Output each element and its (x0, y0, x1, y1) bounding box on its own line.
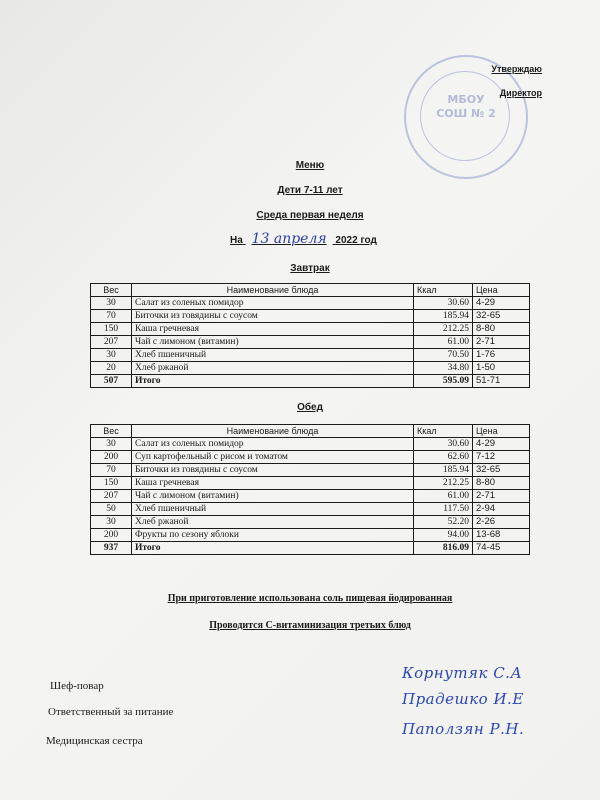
cell-price: 4-29 (473, 438, 530, 451)
table-row (91, 362, 530, 375)
header-price: Цена (473, 284, 530, 297)
table-row (91, 336, 530, 349)
chef-signature: Корнутяк С.А (402, 664, 523, 682)
header-price: Цена (473, 425, 530, 438)
vitamin-note: Проводится С-витаминизация третьих блюд (209, 620, 411, 631)
date-handwritten: 13 апреля (251, 231, 327, 247)
date-prefix: На (230, 235, 243, 246)
cell-price: 2-26 (473, 516, 530, 529)
table-row (91, 451, 530, 464)
cell-ves: 150 (91, 323, 132, 336)
cell-kcal: 212.25 (414, 323, 473, 336)
stamp-text: МБОУ СОШ № 2 (436, 93, 496, 120)
cell-price: 8-80 (473, 477, 530, 490)
cell-ves: 200 (91, 529, 132, 542)
day-of-week: Среда первая неделя (256, 210, 364, 221)
cell-price: 2-71 (473, 490, 530, 503)
cell-price: 1-76 (473, 349, 530, 362)
cell-name: Каша гречневая (132, 477, 414, 490)
cell-name: Хлеб ржаной (132, 516, 414, 529)
cell-kcal: 185.94 (414, 464, 473, 477)
header-name: Наименование блюда (132, 425, 414, 438)
cell-name: Чай с лимоном (витамин) (132, 336, 414, 349)
cell-kcal: 61.00 (414, 490, 473, 503)
cell-price: 32-65 (473, 464, 530, 477)
nurse-signature: Паползян Р.Н. (402, 720, 525, 738)
menu-title: Меню (295, 160, 325, 171)
header-kcal: Ккал (414, 425, 473, 438)
cell-name: Хлеб пшеничный (132, 349, 414, 362)
table-row (91, 529, 530, 542)
total-label: Итого (132, 542, 414, 555)
cell-price: 8-80 (473, 323, 530, 336)
table-header-row (91, 284, 530, 297)
cell-kcal: 30.60 (414, 438, 473, 451)
cell-ves: 50 (91, 503, 132, 516)
cell-name: Хлеб ржаной (132, 362, 414, 375)
chef-label: Шеф-повар (50, 680, 104, 692)
table-row (91, 323, 530, 336)
lunch-title: Обед (297, 402, 323, 413)
table-row (91, 464, 530, 477)
cell-ves: 30 (91, 349, 132, 362)
cell-price: 1-50 (473, 362, 530, 375)
total-price: 51-71 (473, 375, 530, 388)
cell-ves: 30 (91, 516, 132, 529)
cell-price: 32-65 (473, 310, 530, 323)
cell-name: Биточки из говядины с соусом (132, 464, 414, 477)
cell-name: Чай с лимоном (витамин) (132, 490, 414, 503)
breakfast-title: Завтрак (290, 263, 330, 274)
cell-price: 2-94 (473, 503, 530, 516)
cell-kcal: 61.00 (414, 336, 473, 349)
total-kcal: 816.09 (414, 542, 473, 555)
cell-ves: 70 (91, 310, 132, 323)
cell-price: 13-68 (473, 529, 530, 542)
cell-kcal: 185.94 (414, 310, 473, 323)
cell-ves: 150 (91, 477, 132, 490)
cell-name: Хлеб пшеничный (132, 503, 414, 516)
table-header-row (91, 425, 530, 438)
total-ves: 507 (91, 375, 132, 388)
cell-kcal: 34.80 (414, 362, 473, 375)
cell-ves: 207 (91, 490, 132, 503)
cell-name: Салат из соленых помидор (132, 438, 414, 451)
table-row (91, 438, 530, 451)
total-row (91, 542, 530, 555)
table-row (91, 516, 530, 529)
cell-name: Салат из соленых помидор (132, 297, 414, 310)
cell-ves: 20 (91, 362, 132, 375)
total-ves: 937 (91, 542, 132, 555)
cell-price: 4-29 (473, 297, 530, 310)
cell-price: 7-12 (473, 451, 530, 464)
responsible-label: Ответственный за питание (48, 706, 174, 718)
cell-kcal: 117.50 (414, 503, 473, 516)
cell-name: Фрукты по сезону яблоки (132, 529, 414, 542)
salt-note: При приготовление использована соль пищевая йодированная (167, 593, 453, 604)
cell-kcal: 30.60 (414, 297, 473, 310)
breakfast-table (90, 283, 530, 388)
table-row (91, 310, 530, 323)
table-row (91, 490, 530, 503)
cell-kcal: 94.00 (414, 529, 473, 542)
cell-name: Каша гречневая (132, 323, 414, 336)
nurse-label: Медицинская сестра (46, 735, 143, 747)
cell-ves: 200 (91, 451, 132, 464)
table-row (91, 477, 530, 490)
total-kcal: 595.09 (414, 375, 473, 388)
director-label: Директор (499, 88, 542, 98)
cell-ves: 30 (91, 438, 132, 451)
cell-price: 2-71 (473, 336, 530, 349)
header-ves: Вес (91, 425, 132, 438)
table-row (91, 297, 530, 310)
table-row (91, 349, 530, 362)
cell-ves: 207 (91, 336, 132, 349)
cell-kcal: 212.25 (414, 477, 473, 490)
responsible-signature: Прадешко И.Е (402, 690, 524, 708)
lunch-table (90, 424, 530, 555)
cell-kcal: 62.60 (414, 451, 473, 464)
cell-kcal: 70.50 (414, 349, 473, 362)
date-year: 2022 год (335, 235, 377, 246)
header-ves: Вес (91, 284, 132, 297)
cell-name: Суп картофельный с рисом и томатом (132, 451, 414, 464)
total-row (91, 375, 530, 388)
cell-ves: 70 (91, 464, 132, 477)
cell-kcal: 52.20 (414, 516, 473, 529)
date-line (230, 231, 377, 247)
approve-label: Утверждаю (491, 64, 542, 74)
cell-name: Биточки из говядины с соусом (132, 310, 414, 323)
table-row (91, 503, 530, 516)
total-label: Итого (132, 375, 414, 388)
age-group: Дети 7-11 лет (277, 185, 343, 196)
header-name: Наименование блюда (132, 284, 414, 297)
total-price: 74-45 (473, 542, 530, 555)
cell-ves: 30 (91, 297, 132, 310)
header-kcal: Ккал (414, 284, 473, 297)
